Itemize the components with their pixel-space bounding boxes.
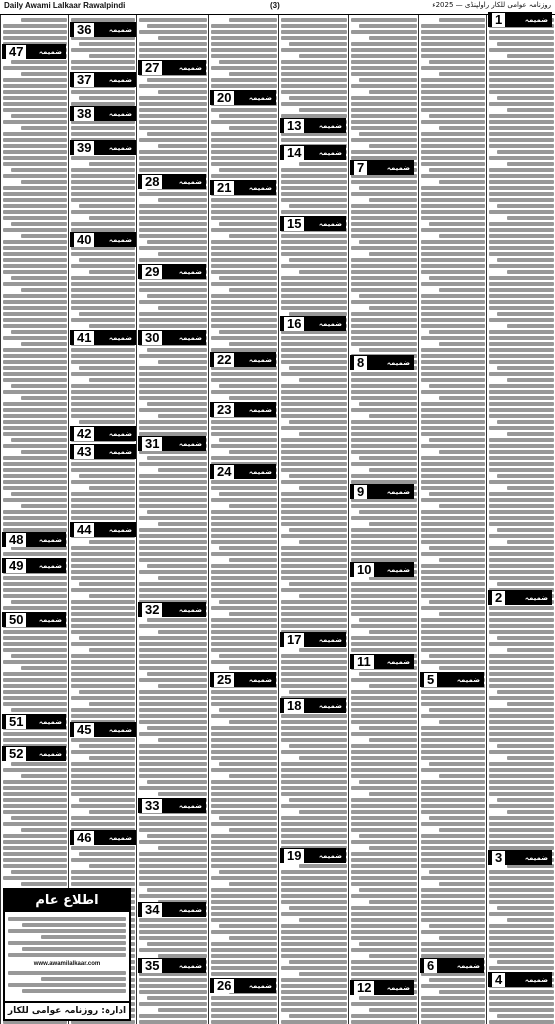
notice-badge: [350, 355, 414, 370]
notice-badge: [138, 174, 206, 189]
notice-badge: [138, 60, 206, 75]
notice-badge: [210, 402, 276, 417]
notice-label: ضمیمہ: [386, 657, 410, 666]
notice-badge: [70, 444, 136, 459]
notice-number: 12: [354, 981, 374, 995]
notice-label: ضمیمہ: [178, 439, 202, 448]
notice-label: ضمیمہ: [178, 333, 202, 342]
notice-label: ضمیمہ: [38, 615, 62, 624]
notice-badge: [2, 714, 66, 729]
notice-label: ضمیمہ: [38, 47, 62, 56]
notice-number: 35: [142, 959, 162, 973]
notice-number: 3: [492, 851, 505, 865]
notice-number: 13: [284, 119, 304, 133]
notice-label: ضمیمہ: [108, 447, 132, 456]
notice-badge: [138, 264, 206, 279]
notice-number: 5: [424, 673, 437, 687]
notice-badge: [280, 118, 346, 133]
notice-badge: [70, 722, 136, 737]
notice-badge: [210, 464, 276, 479]
notice-label: ضمیمہ: [386, 983, 410, 992]
notice-badge: [210, 352, 276, 367]
notice-badge: [70, 140, 136, 155]
notice-badge: [350, 484, 414, 499]
notice-number: 17: [284, 633, 304, 647]
notice-label: ضمیمہ: [108, 525, 132, 534]
notice-badge: [488, 850, 552, 865]
notice-label: ضمیمہ: [248, 981, 272, 990]
notice-number: 27: [142, 61, 162, 75]
page-number: (3): [270, 1, 280, 10]
notice-label: ضمیمہ: [178, 267, 202, 276]
notice-number: 8: [354, 356, 367, 370]
notice-label: ضمیمہ: [248, 405, 272, 414]
notice-label: ضمیمہ: [108, 833, 132, 842]
notice-number: 23: [214, 403, 234, 417]
notice-badge: [488, 12, 552, 27]
notice-badge: [70, 232, 136, 247]
notice-number: 45: [74, 723, 94, 737]
text-column: [136, 15, 209, 1024]
notice-label: ضمیمہ: [318, 635, 342, 644]
newspaper-name: Daily Awami Lalkaar Rawalpindi: [4, 1, 126, 10]
notice-label: ضمیمہ: [108, 333, 132, 342]
notice-number: 42: [74, 427, 94, 441]
notice-badge: [350, 654, 414, 669]
notice-badge: [280, 145, 346, 160]
notice-label: ضمیمہ: [524, 593, 548, 602]
notice-number: 11: [354, 655, 374, 669]
notice-badge: [138, 958, 206, 973]
ad-body: [5, 912, 129, 998]
notice-label: ضمیمہ: [248, 675, 272, 684]
notice-label: ضمیمہ: [178, 605, 202, 614]
notice-number: 21: [214, 181, 234, 195]
notice-label: ضمیمہ: [38, 535, 62, 544]
notice-label: ضمیمہ: [248, 467, 272, 476]
notice-number: 7: [354, 161, 367, 175]
notice-label: ضمیمہ: [108, 143, 132, 152]
notice-label: ضمیمہ: [524, 853, 548, 862]
notice-badge: [2, 558, 66, 573]
notice-badge: [70, 22, 136, 37]
ad-website[interactable]: www.awamilalkaar.com: [33, 961, 101, 967]
notice-badge: [488, 590, 552, 605]
notice-label: ضمیمہ: [386, 358, 410, 367]
notice-badge: [420, 958, 484, 973]
notice-number: 2: [492, 591, 505, 605]
notice-badge: [280, 698, 346, 713]
notice-number: 49: [6, 559, 26, 573]
notice-label: ضمیمہ: [178, 905, 202, 914]
notice-number: 9: [354, 485, 367, 499]
masthead: [0, 0, 555, 15]
notice-label: ضمیمہ: [248, 93, 272, 102]
notice-number: 28: [142, 175, 162, 189]
notice-badge: [210, 978, 276, 993]
notice-number: 20: [214, 91, 234, 105]
notice-label: ضمیمہ: [108, 235, 132, 244]
notice-label: ضمیمہ: [38, 717, 62, 726]
notice-number: 26: [214, 979, 234, 993]
notice-label: ضمیمہ: [248, 183, 272, 192]
ad-footer: ادارہ: روزنامہ عوامی للکار: [5, 1001, 129, 1019]
notice-badge: [280, 848, 346, 863]
notice-number: 38: [74, 107, 94, 121]
notice-number: 25: [214, 673, 234, 687]
notice-number: 47: [6, 45, 26, 59]
notice-badge: [210, 180, 276, 195]
notice-badge: [138, 902, 206, 917]
notice-number: 37: [74, 73, 94, 87]
ad-heading: اطلاع عام: [5, 890, 129, 912]
public-notice-ad: [3, 888, 131, 1021]
text-column: [68, 15, 137, 1024]
notice-number: 32: [142, 603, 162, 617]
notice-label: ضمیمہ: [524, 15, 548, 24]
notice-badge: [210, 90, 276, 105]
notice-label: ضمیمہ: [456, 675, 480, 684]
text-column: [0, 15, 69, 1024]
notice-label: ضمیمہ: [456, 961, 480, 970]
notice-badge: [70, 330, 136, 345]
notice-badge: [70, 426, 136, 441]
notice-badge: [70, 830, 136, 845]
text-column: [418, 15, 487, 1024]
notice-number: 22: [214, 353, 234, 367]
notice-label: ضمیمہ: [386, 163, 410, 172]
notice-badge: [70, 106, 136, 121]
notice-label: ضمیمہ: [318, 219, 342, 228]
notice-label: ضمیمہ: [38, 749, 62, 758]
notice-number: 4: [492, 973, 505, 987]
notice-label: ضمیمہ: [178, 177, 202, 186]
notice-label: ضمیمہ: [318, 851, 342, 860]
notice-number: 14: [284, 146, 304, 160]
notice-number: 50: [6, 613, 26, 627]
notice-label: ضمیمہ: [38, 561, 62, 570]
notice-label: ضمیمہ: [248, 355, 272, 364]
notice-label: ضمیمہ: [318, 701, 342, 710]
notice-badge: [280, 316, 346, 331]
notice-label: ضمیمہ: [108, 429, 132, 438]
notice-label: ضمیمہ: [386, 565, 410, 574]
notice-number: 40: [74, 233, 94, 247]
notice-label: ضمیمہ: [318, 319, 342, 328]
notice-number: 43: [74, 445, 94, 459]
header-date: روزنامہ عوامی للکار راولپنڈی — 2025ء: [432, 1, 551, 9]
notice-label: ضمیمہ: [108, 25, 132, 34]
notice-number: 46: [74, 831, 94, 845]
notice-number: 33: [142, 799, 162, 813]
notice-number: 36: [74, 23, 94, 37]
text-column: [486, 15, 555, 1024]
notice-label: ضمیمہ: [524, 975, 548, 984]
notice-number: 41: [74, 331, 94, 345]
notice-number: 29: [142, 265, 162, 279]
notice-badge: [350, 160, 414, 175]
notice-label: ضمیمہ: [108, 725, 132, 734]
text-column: [278, 15, 349, 1024]
notice-number: 52: [6, 747, 26, 761]
notice-number: 16: [284, 317, 304, 331]
notice-badge: [420, 672, 484, 687]
notice-badge: [138, 330, 206, 345]
notice-number: 15: [284, 217, 304, 231]
notice-label: ضمیمہ: [108, 75, 132, 84]
notice-label: ضمیمہ: [178, 63, 202, 72]
notice-badge: [2, 746, 66, 761]
notice-number: 31: [142, 437, 162, 451]
notice-label: ضمیمہ: [178, 801, 202, 810]
notice-number: 51: [6, 715, 26, 729]
notice-badge: [2, 44, 66, 59]
notice-number: 19: [284, 849, 304, 863]
notice-number: 18: [284, 699, 304, 713]
notice-badge: [70, 522, 136, 537]
notice-number: 10: [354, 563, 374, 577]
notice-badge: [210, 672, 276, 687]
notice-badge: [70, 72, 136, 87]
notice-number: 6: [424, 959, 437, 973]
notice-number: 30: [142, 331, 162, 345]
notice-badge: [488, 972, 552, 987]
notice-number: 24: [214, 465, 234, 479]
notice-number: 44: [74, 523, 94, 537]
notice-badge: [280, 632, 346, 647]
notice-label: ضمیمہ: [386, 487, 410, 496]
notice-label: ضمیمہ: [318, 121, 342, 130]
notice-badge: [2, 612, 66, 627]
notice-badge: [2, 532, 66, 547]
notice-label: ضمیمہ: [318, 148, 342, 157]
text-column: [208, 15, 279, 1024]
notice-label: ضمیمہ: [108, 109, 132, 118]
notice-badge: [138, 798, 206, 813]
notice-badge: [280, 216, 346, 231]
notice-number: 39: [74, 141, 94, 155]
notice-badge: [138, 602, 206, 617]
notice-badge: [138, 436, 206, 451]
notice-label: ضمیمہ: [178, 961, 202, 970]
notice-number: 34: [142, 903, 162, 917]
notice-badge: [350, 562, 414, 577]
notice-number: 48: [6, 533, 26, 547]
notice-badge: [350, 980, 414, 995]
notice-number: 1: [492, 13, 505, 27]
